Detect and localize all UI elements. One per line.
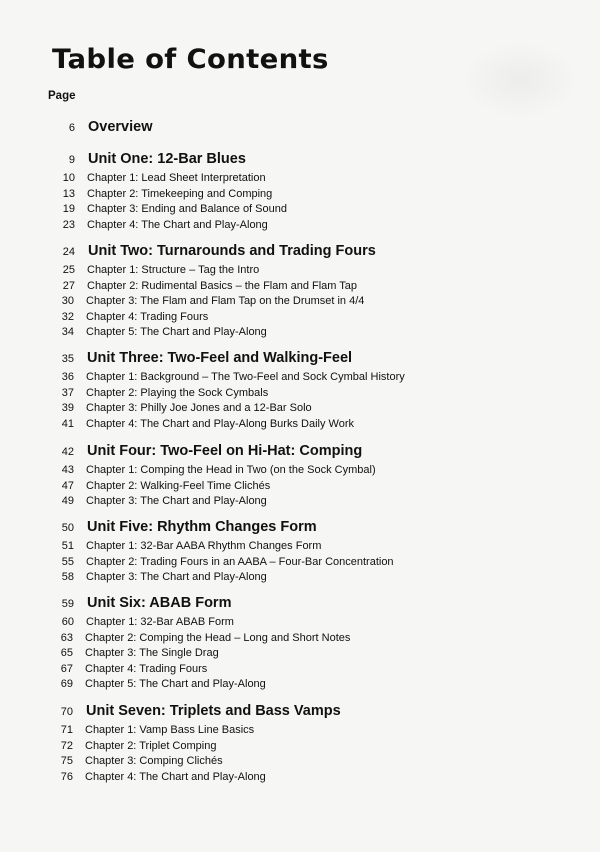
- chapter-page-number: 13: [62, 187, 75, 200]
- chapter-title: Chapter 1: 32-Bar AABA Rhythm Changes Form: [86, 540, 322, 552]
- toc-chapter-row: [0, 493, 600, 509]
- toc-chapter-row: [0, 661, 600, 677]
- chapter-page-number: 47: [61, 479, 74, 492]
- chapter-title: Chapter 3: The Chart and Play-Along: [86, 571, 267, 584]
- unit-page-number: 59: [61, 598, 74, 610]
- page-column-label: Page: [48, 90, 76, 102]
- chapter-title: Chapter 2: Walking-Feel Time Clichés: [86, 479, 271, 492]
- chapter-title: Chapter 2: Rudimental Basics – the Flam and Flam Tap: [87, 279, 358, 292]
- chapter-page-number: 71: [60, 724, 73, 736]
- unit-page-number: 35: [61, 353, 74, 365]
- toc-chapter-row: [0, 753, 600, 769]
- toc-chapter-row: [0, 170, 600, 186]
- unit-title: Unit Six: ABAB Form: [87, 595, 232, 611]
- chapter-title: Chapter 3: The Chart and Play-Along: [86, 495, 267, 508]
- unit-title: Unit Three: Two-Feel and Walking-Feel: [87, 350, 353, 366]
- chapter-page-number: 32: [61, 310, 74, 323]
- unit-page-number: 9: [68, 154, 75, 166]
- chapter-page-number: 43: [61, 464, 74, 476]
- unit-page-number: 24: [62, 246, 75, 258]
- toc-chapter-row: [0, 217, 600, 233]
- toc-unit-heading: [0, 701, 600, 717]
- toc-unit-heading: [0, 441, 600, 457]
- chapter-page-number: 37: [61, 386, 74, 399]
- toc-chapter-row: [0, 462, 600, 478]
- unit-title: Overview: [88, 119, 153, 135]
- toc-chapter-row: [0, 262, 600, 278]
- chapter-page-number: 55: [61, 555, 74, 568]
- chapter-title: Chapter 4: The Chart and Play-Along Burks Daily Work: [86, 417, 354, 430]
- chapter-title: Chapter 4: Trading Fours: [85, 662, 208, 675]
- chapter-page-number: 72: [60, 739, 73, 752]
- toc-chapter-row: [0, 645, 600, 661]
- chapter-title: Chapter 1: Vamp Bass Line Basics: [85, 724, 255, 736]
- chapter-page-number: 60: [61, 616, 74, 628]
- toc-chapter-row: [0, 538, 600, 554]
- toc-chapter-row: [0, 385, 600, 401]
- toc-chapter-row: [0, 630, 600, 646]
- toc-unit-heading: [0, 593, 600, 609]
- chapter-page-number: 34: [61, 326, 74, 339]
- toc-chapter-row: [0, 554, 600, 570]
- scan-shadow: [460, 40, 580, 120]
- unit-page-number: 50: [61, 522, 74, 534]
- chapter-page-number: 39: [61, 402, 74, 415]
- toc-unit-heading: [0, 117, 600, 133]
- chapter-title: Chapter 5: The Chart and Play-Along: [85, 678, 266, 691]
- toc-chapter-row: [0, 416, 600, 432]
- toc-chapter-row: [0, 369, 600, 385]
- toc-chapter-row: [0, 478, 600, 494]
- chapter-title: Chapter 3: Comping Clichés: [85, 755, 223, 768]
- chapter-title: Chapter 4: The Chart and Play-Along: [85, 770, 266, 783]
- chapter-page-number: 76: [60, 770, 73, 783]
- chapter-page-number: 51: [61, 540, 74, 552]
- toc-chapter-row: [0, 309, 600, 325]
- chapter-page-number: 23: [62, 218, 75, 231]
- chapter-title: Chapter 4: The Chart and Play-Along: [87, 218, 268, 231]
- toc-chapter-row: [0, 186, 600, 202]
- chapter-page-number: 25: [62, 264, 75, 276]
- unit-title: Unit Two: Turnarounds and Trading Fours: [88, 243, 376, 259]
- unit-title: Unit Five: Rhythm Changes Form: [87, 519, 317, 535]
- toc-chapter-row: [0, 738, 600, 754]
- chapter-title: Chapter 2: Playing the Sock Cymbals: [86, 386, 269, 399]
- toc-chapter-row: [0, 293, 600, 309]
- unit-page-number: 6: [68, 122, 75, 134]
- chapter-page-number: 49: [61, 495, 74, 508]
- page-title: Table of Contents: [52, 44, 329, 75]
- toc-unit-heading: [0, 241, 600, 257]
- toc-chapter-row: [0, 324, 600, 340]
- chapter-title: Chapter 2: Triplet Comping: [85, 739, 217, 752]
- chapter-title: Chapter 4: Trading Fours: [86, 310, 209, 323]
- toc-chapter-row: [0, 676, 600, 692]
- chapter-page-number: 69: [60, 678, 73, 691]
- chapter-title: Chapter 3: The Single Drag: [85, 647, 219, 660]
- chapter-page-number: 75: [60, 755, 73, 768]
- unit-title: Unit Four: Two-Feel on Hi-Hat: Comping: [87, 443, 363, 459]
- unit-title: Unit One: 12-Bar Blues: [88, 151, 246, 167]
- chapter-title: Chapter 5: The Chart and Play-Along: [86, 326, 267, 339]
- chapter-page-number: 65: [60, 647, 73, 660]
- chapter-title: Chapter 3: The Flam and Flam Tap on the Drumset in 4/4: [86, 295, 365, 308]
- chapter-title: Chapter 2: Trading Fours in an AABA – Four-Bar Concentration: [86, 555, 394, 568]
- toc-chapter-row: [0, 722, 600, 738]
- chapter-page-number: 41: [61, 417, 74, 430]
- toc-chapter-row: [0, 769, 600, 785]
- toc-chapter-row: [0, 569, 600, 585]
- toc-chapter-row: [0, 201, 600, 217]
- chapter-title: Chapter 1: Background – The Two-Feel and Sock Cymbal History: [86, 371, 405, 383]
- chapter-title: Chapter 3: Philly Joe Jones and a 12-Bar Solo: [86, 402, 312, 415]
- chapter-page-number: 58: [61, 571, 74, 584]
- chapter-page-number: 30: [61, 295, 74, 308]
- chapter-title: Chapter 1: Lead Sheet Interpretation: [87, 172, 266, 184]
- toc-unit-heading: [0, 348, 600, 364]
- chapter-title: Chapter 2: Timekeeping and Comping: [87, 187, 273, 200]
- unit-title: Unit Seven: Triplets and Bass Vamps: [86, 703, 341, 719]
- chapter-page-number: 10: [62, 172, 75, 184]
- unit-page-number: 42: [61, 446, 74, 458]
- chapter-page-number: 36: [61, 371, 74, 383]
- toc-chapter-row: [0, 614, 600, 630]
- chapter-title: Chapter 1: Structure – Tag the Intro: [87, 264, 260, 276]
- chapter-title: Chapter 3: Ending and Balance of Sound: [87, 203, 287, 216]
- chapter-title: Chapter 2: Comping the Head – Long and Short Notes: [85, 631, 351, 644]
- chapter-page-number: 19: [62, 203, 75, 216]
- unit-page-number: 70: [60, 706, 73, 718]
- chapter-page-number: 27: [62, 279, 75, 292]
- chapter-title: Chapter 1: 32-Bar ABAB Form: [86, 616, 234, 628]
- toc-chapter-row: [0, 278, 600, 294]
- chapter-page-number: 63: [60, 631, 73, 644]
- chapter-title: Chapter 1: Comping the Head in Two (on the Sock Cymbal): [86, 464, 376, 476]
- chapter-page-number: 67: [60, 662, 73, 675]
- toc-unit-heading: [0, 517, 600, 533]
- toc-chapter-row: [0, 400, 600, 416]
- toc-unit-heading: [0, 149, 600, 165]
